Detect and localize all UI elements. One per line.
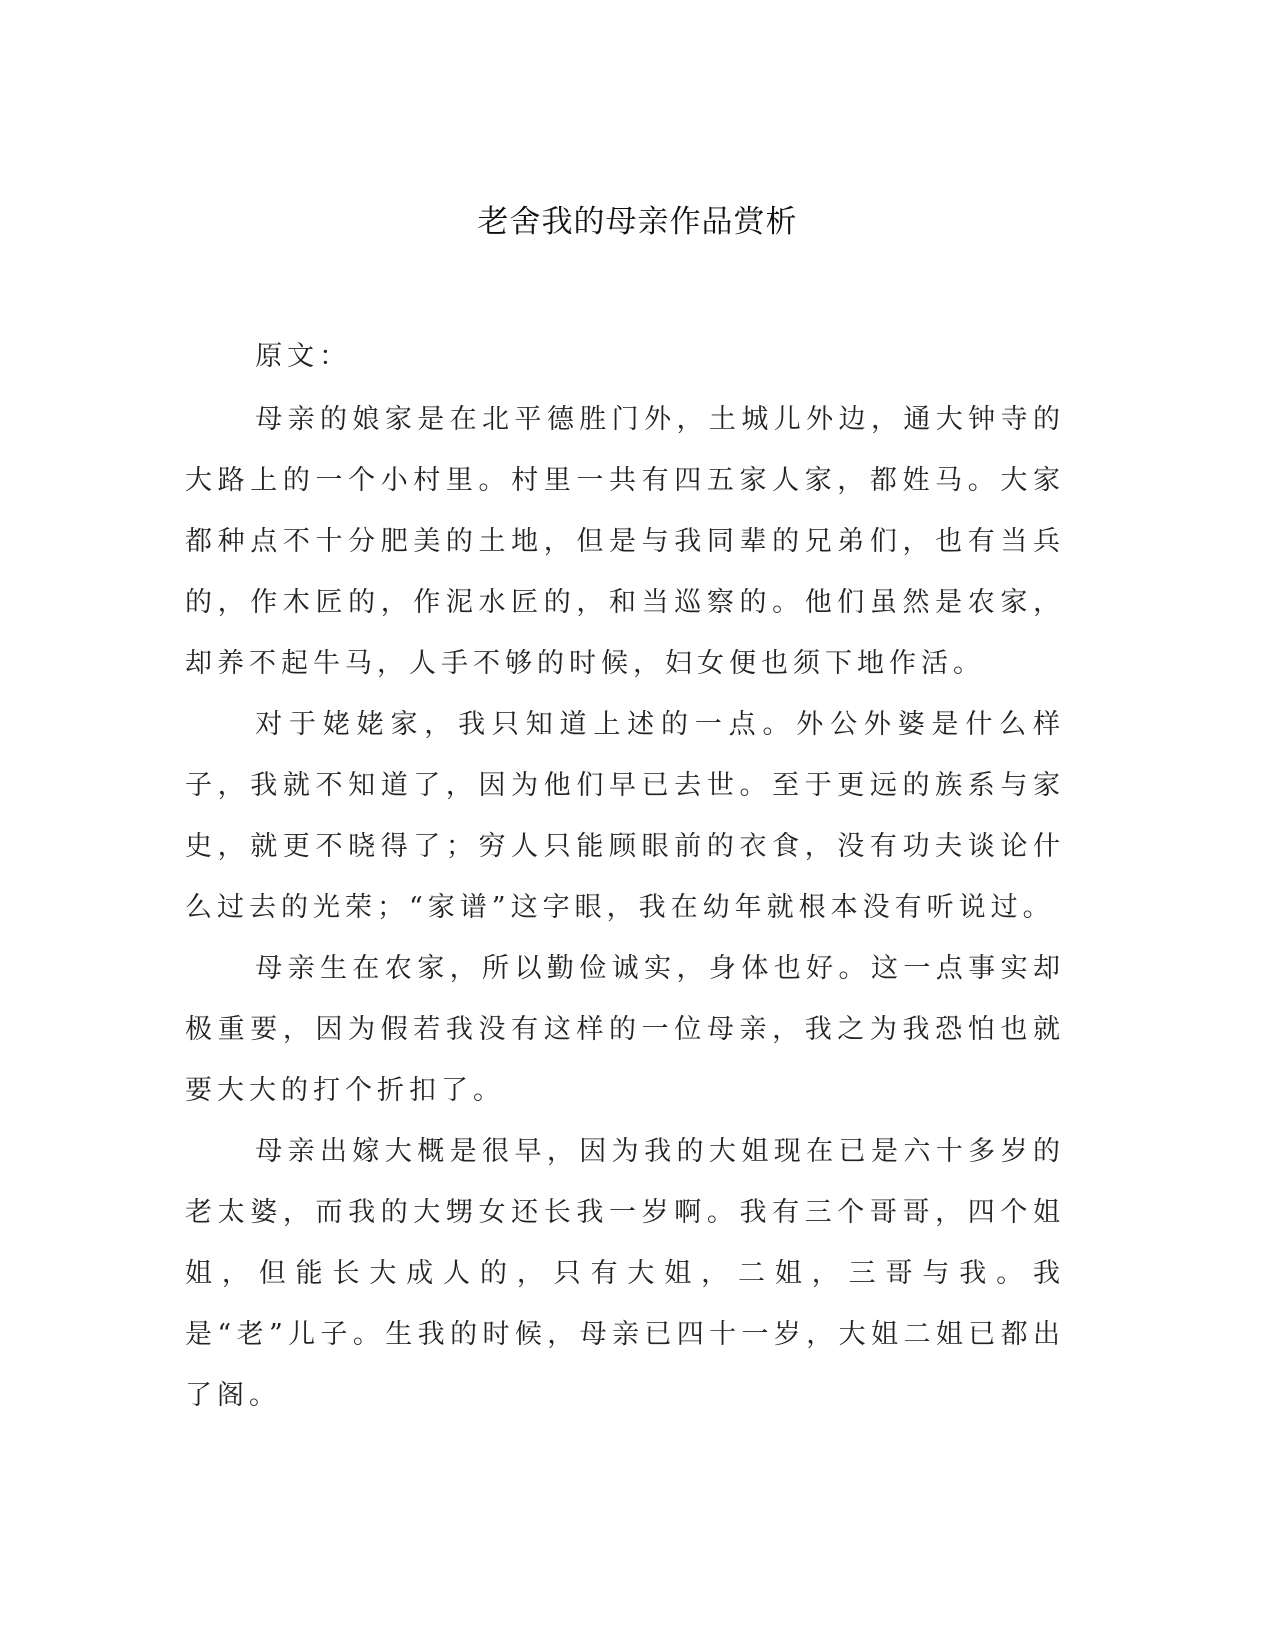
section-label: 原文： (255, 341, 352, 372)
paragraph-2: 对于姥姥家，我只知道上述的一点。外公外婆是什么样子，我就不知道了，因为他们早已去世。至于更远的族系与家史，就更不晓得了；穷人只能顾眼前的衣食，没有功夫谈论什么过去的光荣；“家谱”这字眼，我在幼年就根本没有听说过。 (185, 709, 1065, 923)
paragraph-3: 母亲生在农家，所以勤俭诚实，身体也好。这一点事实却极重要，因为假若我没有这样的一位母亲，我之为我恐怕也就要大大的打个折扣了。 (185, 953, 1065, 1106)
paragraph-1: 母亲的娘家是在北平德胜门外，土城儿外边，通大钟寺的大路上的一个小村里。村里一共有四五家人家，都姓马。大家都种点不十分肥美的土地，但是与我同辈的兄弟们，也有当兵的，作木匠的，作泥水匠的，和当巡察的。他们虽然是农家，却养不起牛马，人手不够的时候，妇女便也须下地作活。 (185, 404, 1065, 679)
document-body (185, 325, 1065, 1426)
document-title: 老舍我的母亲作品赏析 (477, 204, 798, 240)
paragraph-4: 母亲出嫁大概是很早，因为我的大姐现在已是六十多岁的老太婆，而我的大甥女还长我一岁啊。我有三个哥哥，四个姐姐，但能长大成人的，只有大姐，二姐，三哥与我。我是“老”儿子。生我的时候，母亲已四十一岁，大姐二姐已都出了阁。 (185, 1136, 1065, 1411)
